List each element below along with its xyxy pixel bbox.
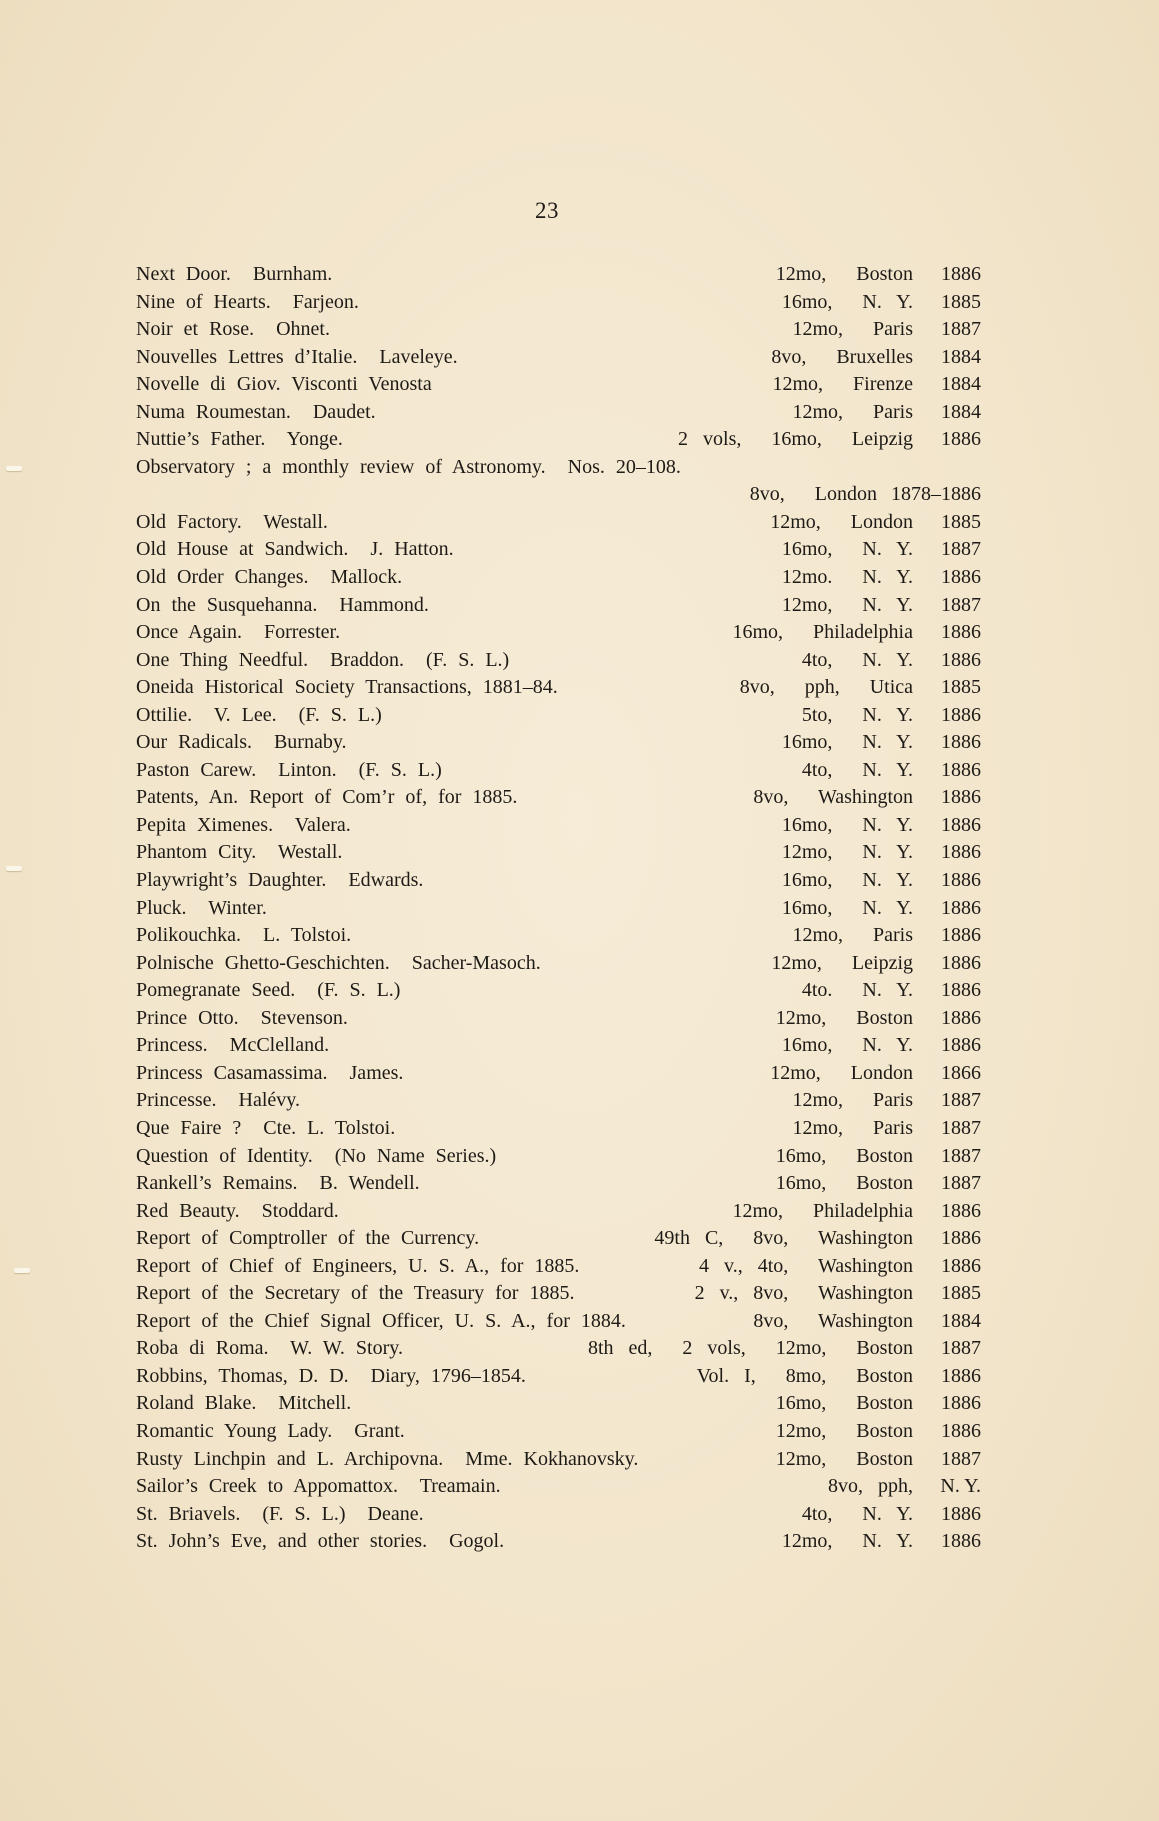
entry-year: 1886 xyxy=(941,786,981,809)
entry-publication xyxy=(771,344,981,372)
entry-title: Noir et Rose. Ohnet. xyxy=(136,318,330,341)
entry-title: Sailor’s Creek to Appomattox. Treamain. xyxy=(136,1475,501,1498)
entry-year: 1887 xyxy=(941,1172,981,1195)
entry-title: St. Briavels. (F. S. L.) Deane. xyxy=(136,1502,424,1525)
catalog-entry xyxy=(136,1280,981,1308)
entry-publication xyxy=(732,1198,981,1226)
catalog-entry xyxy=(136,784,981,812)
entry-title: Our Radicals. Burnaby. xyxy=(136,731,347,754)
entry-year: 1886 xyxy=(941,1227,981,1250)
entry-format-place: 49th C, 8vo, Washington xyxy=(654,1227,913,1250)
entry-title: Report of the Secretary of the Treasury for 1885. xyxy=(136,1282,575,1305)
entry-publication xyxy=(732,619,981,647)
entry-publication xyxy=(792,1115,981,1143)
entry-year: 1886 xyxy=(941,1530,981,1553)
entry-title: On the Susquehanna. Hammond. xyxy=(136,593,429,616)
catalog-entry xyxy=(136,1170,981,1198)
entry-title: Roland Blake. Mitchell. xyxy=(136,1392,352,1415)
entry-title: Old Order Changes. Mallock. xyxy=(136,566,403,589)
entry-publication xyxy=(678,426,981,454)
entry-title: Old House at Sandwich. J. Hatton. xyxy=(136,538,454,561)
entry-format-place: 4to, N. Y. xyxy=(801,1502,913,1525)
entry-year: 1886 xyxy=(941,951,981,974)
entry-title: Que Faire ? Cte. L. Tolstoi. xyxy=(136,1116,396,1139)
entry-format-place: 8th ed, 2 vols, 12mo, Boston xyxy=(587,1337,913,1360)
entry-title: Playwright’s Daughter. Edwards. xyxy=(136,869,424,892)
entry-title: Pomegranate Seed. (F. S. L.) xyxy=(136,979,401,1002)
entry-title: Roba di Roma. W. W. Story. xyxy=(136,1337,403,1360)
entry-year: 1884 xyxy=(941,373,981,396)
catalog-entry xyxy=(136,371,981,399)
entry-publication xyxy=(740,674,981,702)
entry-format-place: 12mo, N. Y. xyxy=(781,841,913,864)
catalog-entry xyxy=(136,895,981,923)
entry-format-place: 16mo, Philadelphia xyxy=(732,621,913,644)
entry-title: Pluck. Winter. xyxy=(136,896,267,919)
catalog-entry xyxy=(136,481,981,509)
entry-year: 1886 xyxy=(941,1254,981,1277)
entry-year: 1885 xyxy=(941,1282,981,1305)
entry-year: 1886 xyxy=(941,1392,981,1415)
entry-title: Next Door. Burnham. xyxy=(136,263,333,285)
entry-format-place: 12mo, Paris xyxy=(792,318,913,341)
catalog-entry xyxy=(136,316,981,344)
entry-publication xyxy=(782,564,981,592)
catalog-entry xyxy=(136,702,981,730)
entry-publication xyxy=(753,1308,981,1336)
entry-format-place: 12mo, London xyxy=(770,1061,913,1084)
catalog-entry xyxy=(136,399,981,427)
entry-format-place: 12mo, Boston xyxy=(775,263,913,285)
entry-year: 1887 xyxy=(941,1089,981,1112)
entry-year: 1887 xyxy=(941,1337,981,1360)
entry-year: 1885 xyxy=(941,676,981,699)
entry-title: Polnische Ghetto-Geschichten. Sacher-Masoch. xyxy=(136,951,541,974)
entry-year: 1886 xyxy=(941,1419,981,1442)
entry-format-place: 16mo, N. Y. xyxy=(781,538,913,561)
entry-year: 1887 xyxy=(941,1116,981,1139)
entry-title: Novelle di Giov. Visconti Venosta xyxy=(136,373,432,396)
entry-format-place: 4to, N. Y. xyxy=(801,648,913,671)
entry-format-place: 12mo, Boston xyxy=(775,1006,913,1029)
entry-publication xyxy=(782,1032,981,1060)
catalog-entry xyxy=(136,922,981,950)
entry-title: Phantom City. Westall. xyxy=(136,841,343,864)
catalog-entry xyxy=(136,261,981,289)
entry-year: 1886 xyxy=(941,703,981,726)
catalog-entry xyxy=(136,1418,981,1446)
entry-format-place: Vol. I, 8mo, Boston xyxy=(696,1364,913,1387)
entry-title: Report of Chief of Engineers, U. S. A., for 1885. xyxy=(136,1254,580,1277)
entry-publication xyxy=(782,289,981,317)
catalog-entry xyxy=(136,344,981,372)
catalog-entry xyxy=(136,647,981,675)
catalog-entry xyxy=(136,1115,981,1143)
entry-format-place: 8vo, London xyxy=(749,483,877,506)
entry-publication xyxy=(770,509,981,537)
entry-title: Nuttie’s Father. Yonge. xyxy=(136,428,343,451)
catalog-entry xyxy=(136,1335,981,1363)
entry-format-place: 12mo, London xyxy=(770,510,913,533)
entry-format-place: 16mo, N. Y. xyxy=(781,731,913,754)
entry-format-place: 8vo, pph, xyxy=(828,1475,913,1498)
entry-format-place: 12mo, Paris xyxy=(792,1089,913,1112)
entry-year: 1886 xyxy=(941,731,981,754)
entry-year: 1884 xyxy=(941,400,981,423)
entry-publication xyxy=(753,784,981,812)
entry-title: Nouvelles Lettres d’Italie. Laveleye. xyxy=(136,345,458,368)
catalog-entry xyxy=(136,1143,981,1171)
catalog-entry xyxy=(136,867,981,895)
entry-publication xyxy=(792,922,981,950)
entry-publication xyxy=(695,1280,981,1308)
entry-format-place: 16mo, Boston xyxy=(775,1172,913,1195)
entry-year: 1887 xyxy=(941,593,981,616)
entry-title: Robbins, Thomas, D. D. Diary, 1796–1854. xyxy=(136,1364,526,1387)
entry-format-place: 12mo, Firenze xyxy=(772,373,913,396)
catalog-entry xyxy=(136,1253,981,1281)
entry-format-place: 16mo, N. Y. xyxy=(781,896,913,919)
entry-publication xyxy=(828,1473,981,1501)
catalog-entry xyxy=(136,454,981,482)
entry-year: 1886 xyxy=(941,1006,981,1029)
entry-publication xyxy=(802,1501,981,1529)
entry-year: 1886 xyxy=(941,1502,981,1525)
catalog-entry xyxy=(136,1087,981,1115)
entry-year: 1887 xyxy=(941,1144,981,1167)
entry-publication xyxy=(802,647,981,675)
entry-format-place: 4to, N. Y. xyxy=(801,758,913,781)
page-edge-mark xyxy=(6,866,22,871)
catalog-entry xyxy=(136,1198,981,1226)
entry-title: St. John’s Eve, and other stories. Gogol. xyxy=(136,1530,505,1553)
entry-publication xyxy=(782,839,981,867)
catalog-entry xyxy=(136,1446,981,1474)
entry-format-place: 2 v., 8vo, Washington xyxy=(694,1282,913,1305)
entry-year: 1886 xyxy=(941,841,981,864)
entry-year: 1887 xyxy=(941,538,981,561)
entry-publication xyxy=(772,371,981,399)
entry-publication xyxy=(776,1418,981,1446)
entry-format-place: 16mo, N. Y. xyxy=(781,1034,913,1057)
entry-year: 1886 xyxy=(941,263,981,285)
entry-title: Princess. McClelland. xyxy=(136,1034,330,1057)
catalog-entry xyxy=(136,1473,981,1501)
entry-format-place: 16mo, Boston xyxy=(775,1144,913,1167)
entry-publication xyxy=(776,1390,981,1418)
entry-year: 1884 xyxy=(941,345,981,368)
entry-publication xyxy=(776,1005,981,1033)
entry-publication xyxy=(588,1335,981,1363)
entry-publication xyxy=(802,757,981,785)
entry-format-place: 12mo, N. Y. xyxy=(781,1530,913,1553)
entry-title: Rankell’s Remains. B. Wendell. xyxy=(136,1172,420,1195)
entry-format-place: 16mo, Boston xyxy=(775,1392,913,1415)
entry-year: 1878–1886 xyxy=(891,483,981,506)
entry-format-place: 12mo, Paris xyxy=(792,400,913,423)
entry-title: Once Again. Forrester. xyxy=(136,621,341,644)
entry-format-place: 12mo, Boston xyxy=(775,1447,913,1470)
entry-title: Polikouchka. L. Tolstoi. xyxy=(136,924,352,947)
entry-publication xyxy=(782,895,981,923)
entry-publication xyxy=(802,977,981,1005)
entry-format-place: 16mo, N. Y. xyxy=(781,813,913,836)
entry-title: Ottilie. V. Lee. (F. S. L.) xyxy=(136,703,382,726)
entry-format-place: 12mo, Paris xyxy=(792,924,913,947)
entry-publication xyxy=(770,1060,981,1088)
entry-title: Rusty Linchpin and L. Archipovna. Mme. Kokhanovsky. xyxy=(136,1447,639,1470)
catalog-entry xyxy=(136,839,981,867)
catalog-entry xyxy=(136,950,981,978)
catalog-entry xyxy=(136,977,981,1005)
catalog-entry xyxy=(136,1501,981,1529)
entry-publication xyxy=(699,1253,981,1281)
catalog-entry xyxy=(136,509,981,537)
entry-title: Patents, An. Report of Com’r of, for 1885. xyxy=(136,786,518,809)
entry-title: Numa Roumestan. Daudet. xyxy=(136,400,376,423)
catalog-entry xyxy=(136,426,981,454)
entry-year: 1886 xyxy=(941,621,981,644)
entry-year: 1886 xyxy=(941,813,981,836)
entry-title: Red Beauty. Stoddard. xyxy=(136,1199,339,1222)
entry-publication xyxy=(792,399,981,427)
catalog-entry xyxy=(136,1390,981,1418)
entry-year: 1887 xyxy=(941,1447,981,1470)
entry-format-place: 2 vols, 16mo, Leipzig xyxy=(678,428,913,451)
entry-year: 1886 xyxy=(941,896,981,919)
entry-format-place: 4 v., 4to, Washington xyxy=(699,1254,913,1277)
entry-title: Old Factory. Westall. xyxy=(136,510,328,533)
catalog-list xyxy=(136,261,981,1556)
entry-title: Prince Otto. Stevenson. xyxy=(136,1006,348,1029)
entry-publication xyxy=(697,1363,981,1391)
entry-year: 1866 xyxy=(941,1061,981,1084)
catalog-entry xyxy=(136,812,981,840)
entry-year: 1886 xyxy=(941,979,981,1002)
entry-format-place: 8vo, Washington xyxy=(753,786,913,809)
entry-year: 1885 xyxy=(941,290,981,313)
catalog-entry xyxy=(136,1363,981,1391)
entry-year: 1886 xyxy=(941,1199,981,1222)
entry-format-place: 8vo, pph, Utica xyxy=(739,676,913,699)
entry-publication xyxy=(771,950,981,978)
entry-format-place: 12mo, Leipzig xyxy=(771,951,913,974)
entry-year: 1886 xyxy=(941,428,981,451)
entry-year: 1886 xyxy=(941,1034,981,1057)
entry-publication xyxy=(782,729,981,757)
entry-title: Question of Identity. (No Name Series.) xyxy=(136,1144,497,1167)
entry-publication xyxy=(776,1170,981,1198)
entry-year: 1887 xyxy=(941,318,981,341)
entry-format-place: 12mo, Boston xyxy=(775,1419,913,1442)
entry-publication xyxy=(750,481,981,509)
catalog-entry xyxy=(136,1032,981,1060)
entry-title: Oneida Historical Society Transactions, 1881–84. xyxy=(136,676,558,699)
entry-year: 1886 xyxy=(941,648,981,671)
entry-year: 1886 xyxy=(941,566,981,589)
catalog-entry xyxy=(136,757,981,785)
entry-format-place: 5to, N. Y. xyxy=(801,703,913,726)
catalog-entry xyxy=(136,1060,981,1088)
entry-format-place: 8vo, Washington xyxy=(753,1309,913,1332)
entry-publication xyxy=(654,1225,981,1253)
catalog-entry xyxy=(136,1308,981,1336)
catalog-entry xyxy=(136,564,981,592)
catalog-entry xyxy=(136,289,981,317)
entry-title: Paston Carew. Linton. (F. S. L.) xyxy=(136,758,442,781)
entry-year: N. Y. xyxy=(940,1475,981,1498)
entry-format-place: 16mo, N. Y. xyxy=(781,869,913,892)
entry-format-place: 12mo, Paris xyxy=(792,1116,913,1139)
entry-title: Report of Comptroller of the Currency. xyxy=(136,1227,480,1250)
entry-year: 1886 xyxy=(941,869,981,892)
entry-publication xyxy=(782,1528,981,1556)
entry-publication xyxy=(792,1087,981,1115)
entry-year: 1884 xyxy=(941,1309,981,1332)
catalog-entry xyxy=(136,619,981,647)
entry-title: Princess Casamassima. James. xyxy=(136,1061,404,1084)
entry-format-place: 12mo. N. Y. xyxy=(781,566,913,589)
entry-publication xyxy=(782,812,981,840)
entry-title: Observatory ; a monthly review of Astronomy. Nos. 20–108. xyxy=(136,455,681,478)
entry-title: Romantic Young Lady. Grant. xyxy=(136,1419,405,1442)
entry-format-place: 12mo, Philadelphia xyxy=(732,1199,913,1222)
page-number: 23 xyxy=(535,198,559,223)
entry-year: 1886 xyxy=(941,1364,981,1387)
entry-format-place: 8vo, Bruxelles xyxy=(771,345,913,368)
entry-year: 1885 xyxy=(941,510,981,533)
entry-publication xyxy=(776,261,981,289)
catalog-entry xyxy=(136,729,981,757)
entry-publication xyxy=(782,536,981,564)
entry-publication xyxy=(776,1446,981,1474)
entry-publication xyxy=(792,316,981,344)
entry-format-place: 12mo, N. Y. xyxy=(781,593,913,616)
entry-title: One Thing Needful. Braddon. (F. S. L.) xyxy=(136,648,510,671)
entry-title: Pepita Ximenes. Valera. xyxy=(136,813,351,836)
entry-title: Nine of Hearts. Farjeon. xyxy=(136,290,359,313)
entry-year: 1886 xyxy=(941,924,981,947)
entry-title: Report of the Chief Signal Officer, U. S. A., for 1884. xyxy=(136,1309,626,1332)
catalog-entry xyxy=(136,592,981,620)
entry-format-place: 16mo, N. Y. xyxy=(781,290,913,313)
entry-publication xyxy=(782,592,981,620)
entry-publication xyxy=(782,867,981,895)
entry-title: Princesse. Halévy. xyxy=(136,1089,300,1112)
entry-publication xyxy=(776,1143,981,1171)
entry-publication xyxy=(802,702,981,730)
entry-year: 1886 xyxy=(941,758,981,781)
page-edge-mark xyxy=(14,1268,30,1273)
page-edge-mark xyxy=(6,466,22,471)
catalog-entry xyxy=(136,1005,981,1033)
entry-format-place: 4to. N. Y. xyxy=(801,979,913,1002)
catalog-entry xyxy=(136,1225,981,1253)
catalog-entry xyxy=(136,536,981,564)
catalog-entry xyxy=(136,1528,981,1556)
catalog-entry xyxy=(136,674,981,702)
